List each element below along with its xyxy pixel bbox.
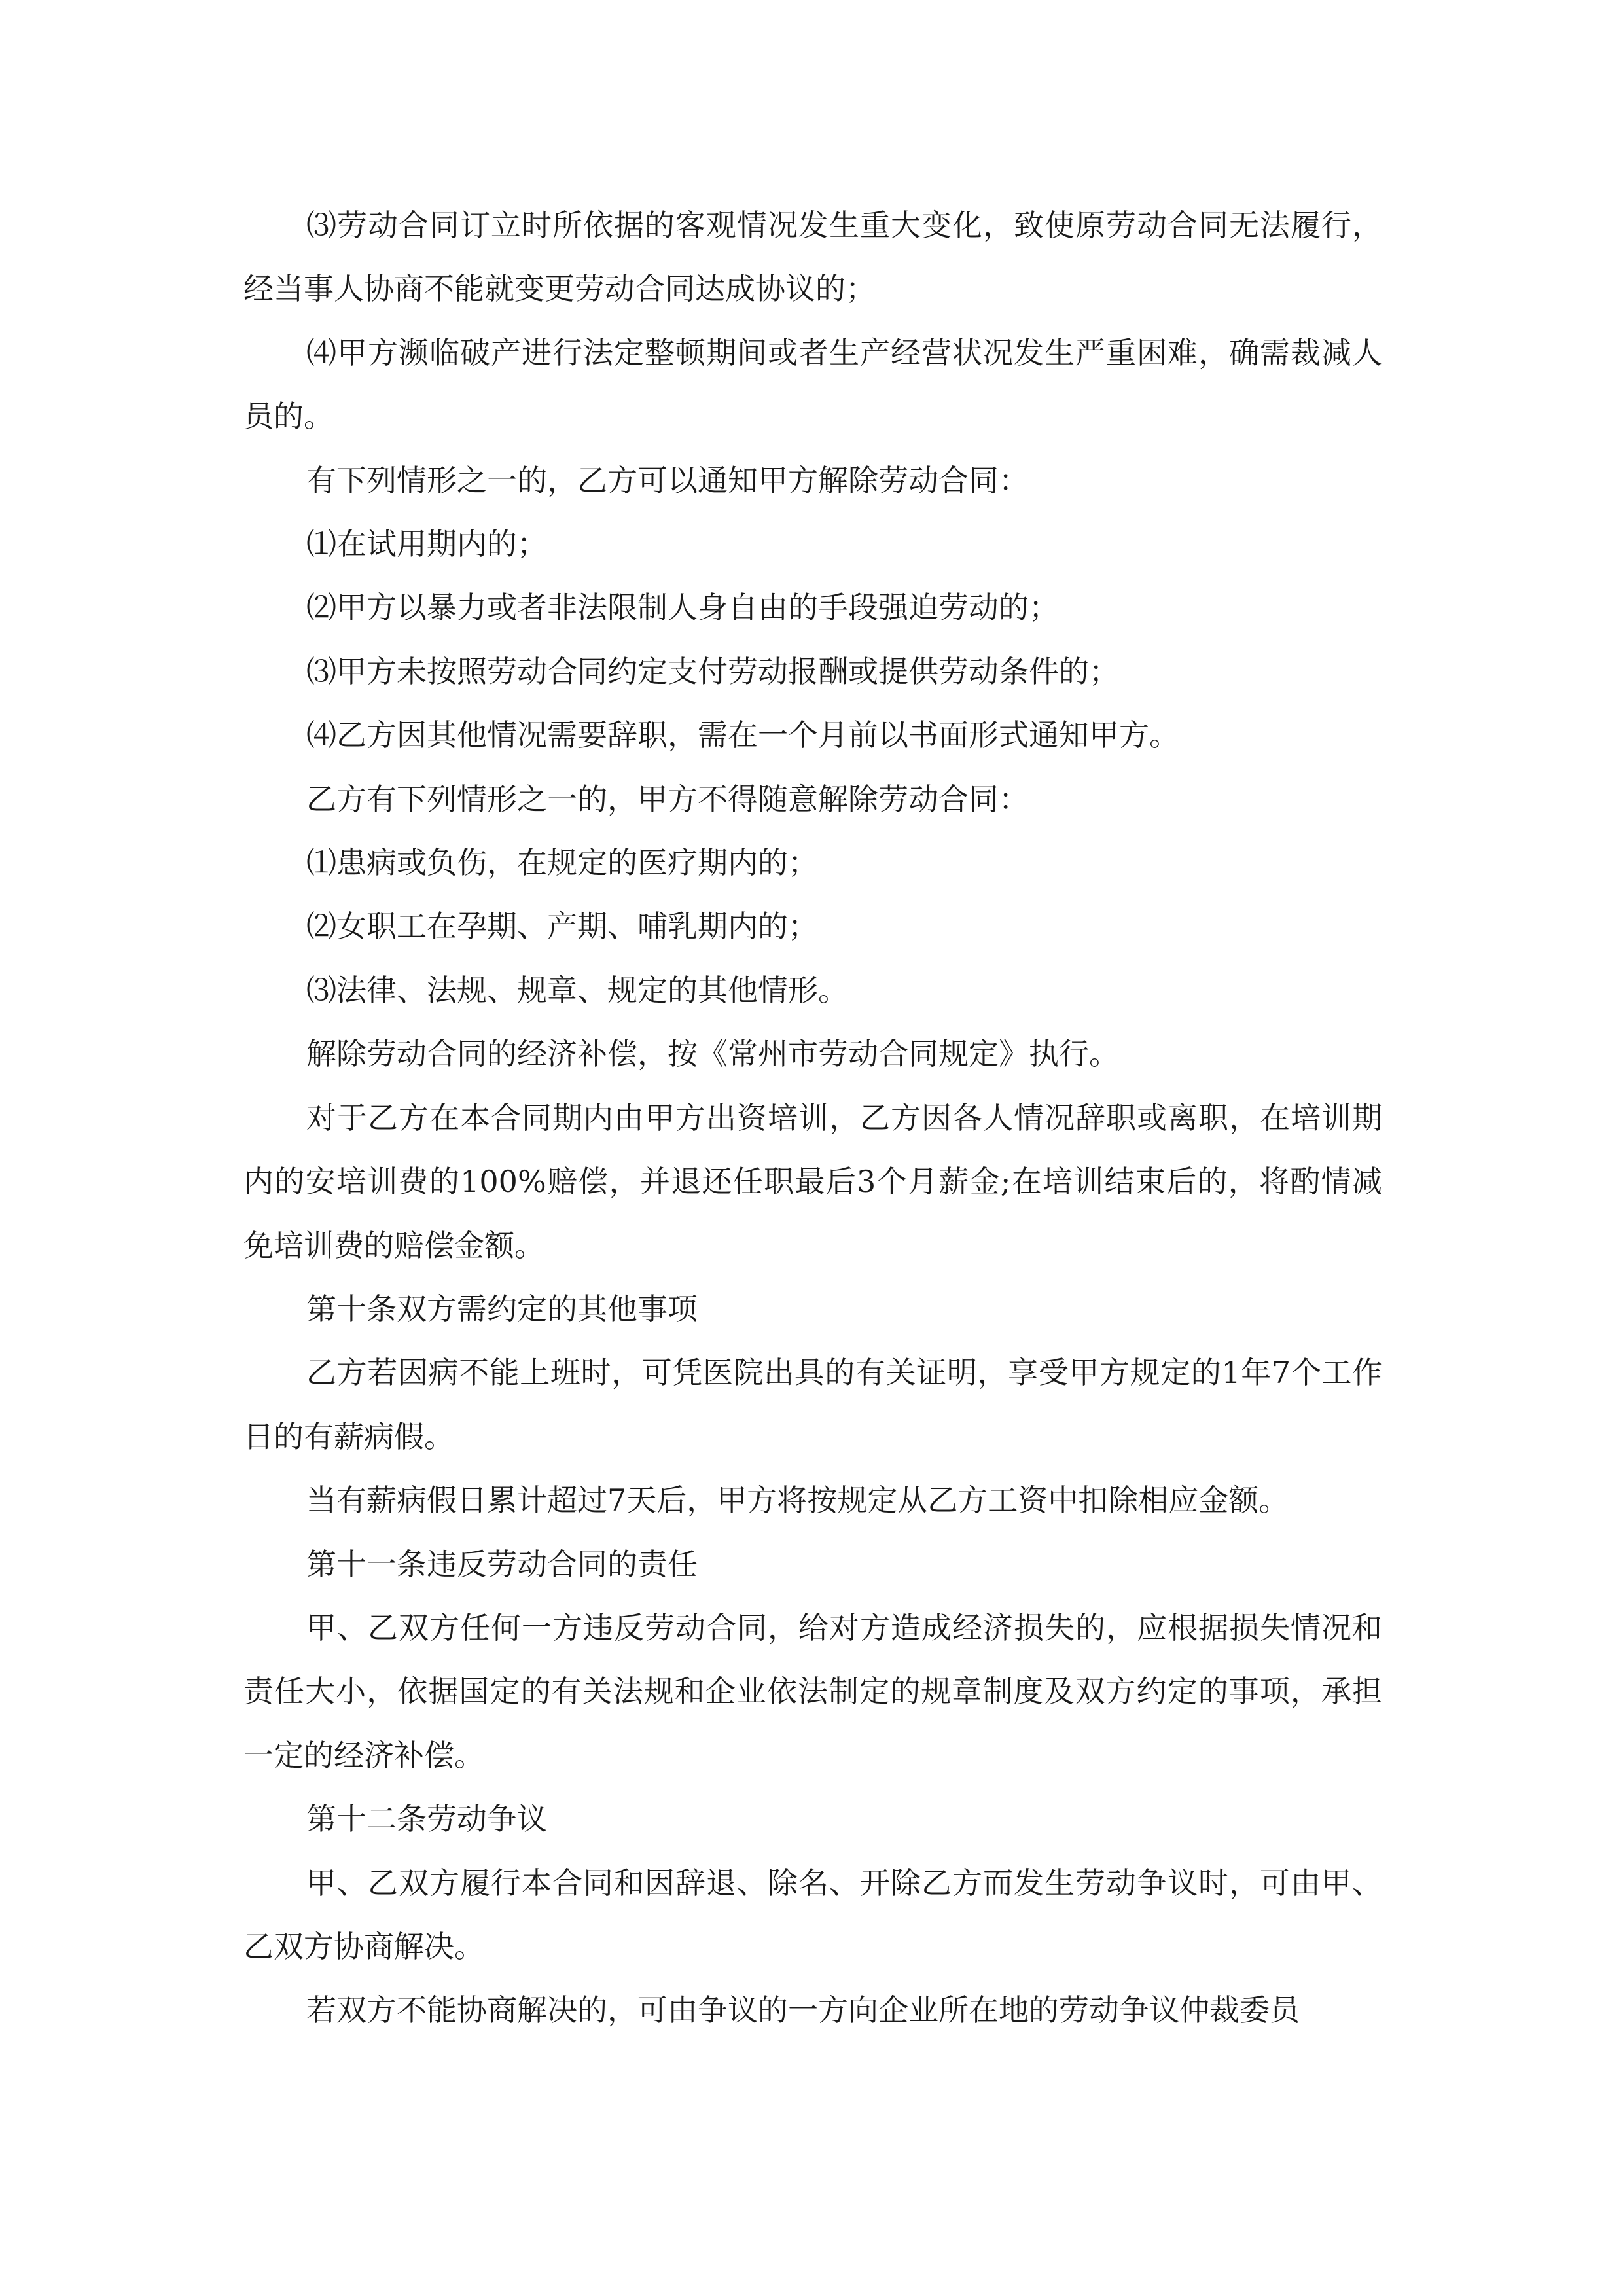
heading-article-10: 第十条双方需约定的其他事项	[306, 1291, 698, 1327]
paragraph-item-other-laws: ⑶法律、法规、规章、规定的其他情形。	[306, 972, 848, 1008]
paragraph-clause-3-objective-change: ⑶劳动合同订立时所依据的客观情况发生重大变化，致使原劳动合同无法履行，经当事人协商不能就变更劳动合同达成协议的；	[243, 207, 1382, 307]
paragraph-economic-compensation: 解除劳动合同的经济补偿，按《常州市劳动合同规定》执行。	[306, 1036, 1119, 1072]
paragraph-dispute-negotiation: 甲、乙双方履行本合同和因辞退、除名、开除乙方而发生劳动争议时，可由甲、乙双方协商解决。	[243, 1865, 1382, 1964]
paragraph-dispute-arbitration: 若双方不能协商解决的，可由争议的一方向企业所在地的劳动争议仲裁委员	[306, 1992, 1300, 2028]
paragraph-training-compensation: 对于乙方在本合同期内由甲方出资培训，乙方因各人情况辞职或离职，在培训期内的安培训费的100%赔偿，并退还任职最后3个月薪金;在培训结束后的，将酌情减免培训费的赔偿金额。	[243, 1100, 1382, 1263]
paragraph-breach-liability: 甲、乙双方任何一方违反劳动合同，给对方造成经济损失的，应根据损失情况和责任大小，依据国定的有关法规和企业依法制定的规章制度及双方约定的事项，承担一定的经济补偿。	[243, 1609, 1382, 1773]
heading-article-11: 第十一条违反劳动合同的责任	[306, 1546, 698, 1582]
paragraph-item-resignation-notice: ⑷乙方因其他情况需要辞职，需在一个月前以书面形式通知甲方。	[306, 717, 1179, 753]
document-body	[243, 194, 1382, 2043]
paragraph-employer-restriction-intro: 乙方有下列情形之一的，甲方不得随意解除劳动合同：	[306, 781, 1029, 817]
heading-article-12: 第十二条劳动争议	[306, 1801, 547, 1837]
paragraph-employee-termination-intro: 有下列情形之一的，乙方可以通知甲方解除劳动合同：	[306, 462, 1029, 498]
paragraph-clause-4-bankruptcy: ⑷甲方濒临破产进行法定整顿期间或者生产经营状况发生严重困难，确需裁减人员的。	[243, 334, 1382, 435]
paragraph-item-forced-labor: ⑵甲方以暴力或者非法限制人身自由的手段强迫劳动的；	[306, 590, 1059, 626]
paragraph-item-illness: ⑴患病或负伤，在规定的医疗期内的；	[306, 845, 818, 881]
paragraph-item-unpaid-wages: ⑶甲方未按照劳动合同约定支付劳动报酬或提供劳动条件的；	[306, 653, 1119, 689]
paragraph-sick-leave: 乙方若因病不能上班时，可凭医院出具的有关证明，享受甲方规定的1年7个工作日的有薪病假。	[243, 1355, 1382, 1454]
paragraph-item-pregnancy: ⑵女职工在孕期、产期、哺乳期内的；	[306, 908, 818, 944]
paragraph-item-probation: ⑴在试用期内的；	[306, 526, 547, 562]
paragraph-sick-leave-deduction: 当有薪病假日累计超过7天后，甲方将按规定从乙方工资中扣除相应金额。	[306, 1482, 1289, 1518]
